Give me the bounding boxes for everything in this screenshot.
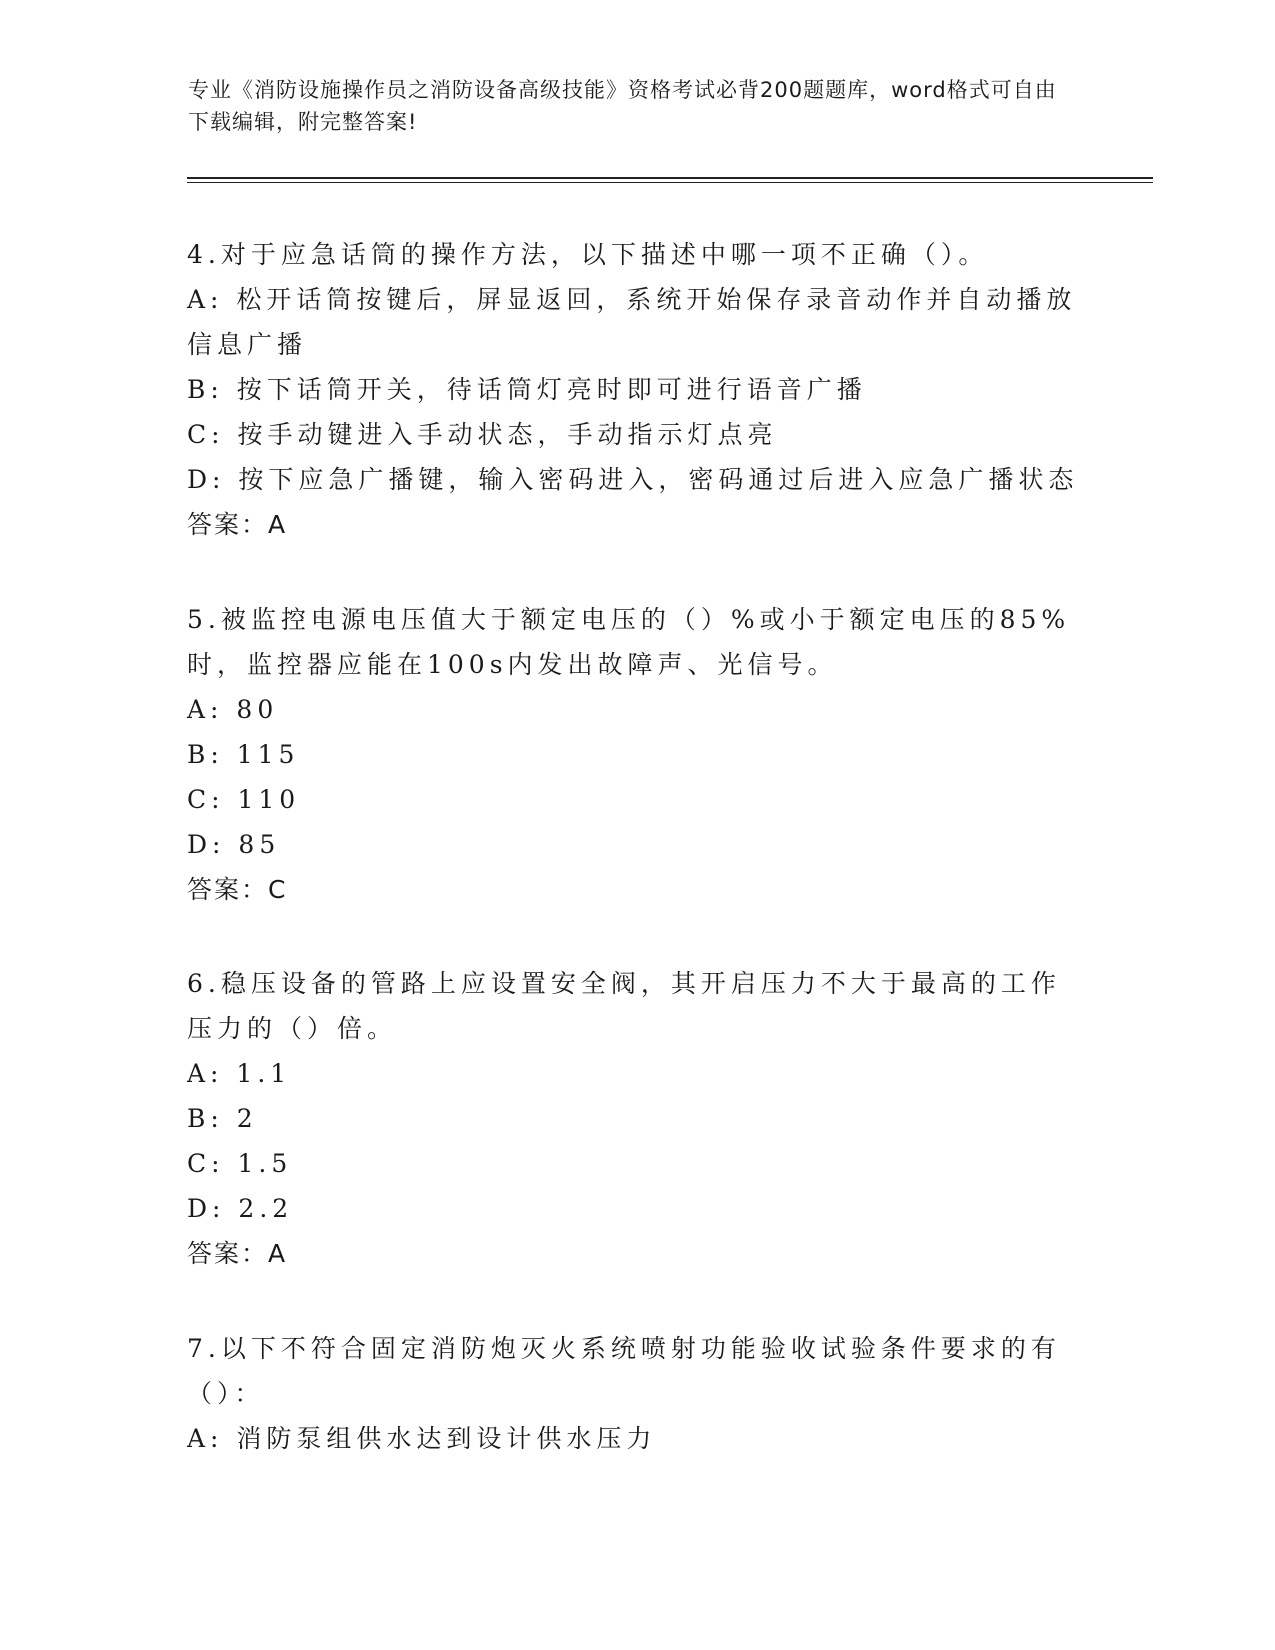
question-stem: 5.被监控电源电压值大于额定电压的（）%或小于额定电压的85%时，监控器应能在100s内发出故障声、光信号。 (187, 605, 1071, 679)
answer: 答案：A (187, 510, 288, 539)
option-c: C: 110 (187, 785, 301, 814)
question-6 (187, 961, 1087, 1277)
answer: 答案：A (187, 1239, 288, 1268)
question-stem: 4.对于应急话筒的操作方法，以下描述中哪一项不正确（）。 (187, 240, 989, 269)
option-d: D: 2.2 (187, 1194, 294, 1223)
question-5 (187, 597, 1087, 913)
option-b: B: 115 (187, 740, 300, 769)
question-stem: 7.以下不符合固定消防炮灭火系统喷射功能验收试验条件要求的有（）： (187, 1334, 1061, 1408)
option-d: D: 按下应急广播键，输入密码进入，密码通过后进入应急广播状态 (187, 465, 1079, 494)
option-b: B: 2 (187, 1104, 258, 1133)
option-b: B: 按下话筒开关，待话筒灯亮时即可进行语音广播 (187, 375, 867, 404)
question-stem: 6.稳压设备的管路上应设置安全阀，其开启压力不大于最高的工作压力的（）倍。 (187, 969, 1061, 1043)
option-a: A: 消防泵组供水达到设计供水压力 (187, 1424, 657, 1453)
option-a: A: 松开话筒按键后，屏显返回，系统开始保存录音动作并自动播放信息广播 (187, 285, 1077, 359)
option-a: A: 1.1 (187, 1059, 292, 1088)
header-divider-thin (187, 182, 1153, 183)
document-header: 专业《消防设施操作员之消防设备高级技能》资格考试必背200题题库，word格式可自由下载编辑，附完整答案! (188, 78, 1057, 134)
option-a: A: 80 (187, 695, 279, 724)
answer: 答案：C (187, 875, 288, 904)
option-c: C: 按手动键进入手动状态，手动指示灯点亮 (187, 420, 778, 449)
header-divider (187, 177, 1153, 179)
option-c: C: 1.5 (187, 1149, 293, 1178)
option-d: D: 85 (187, 830, 281, 859)
question-4 (187, 232, 1087, 548)
question-7 (187, 1326, 1087, 1461)
